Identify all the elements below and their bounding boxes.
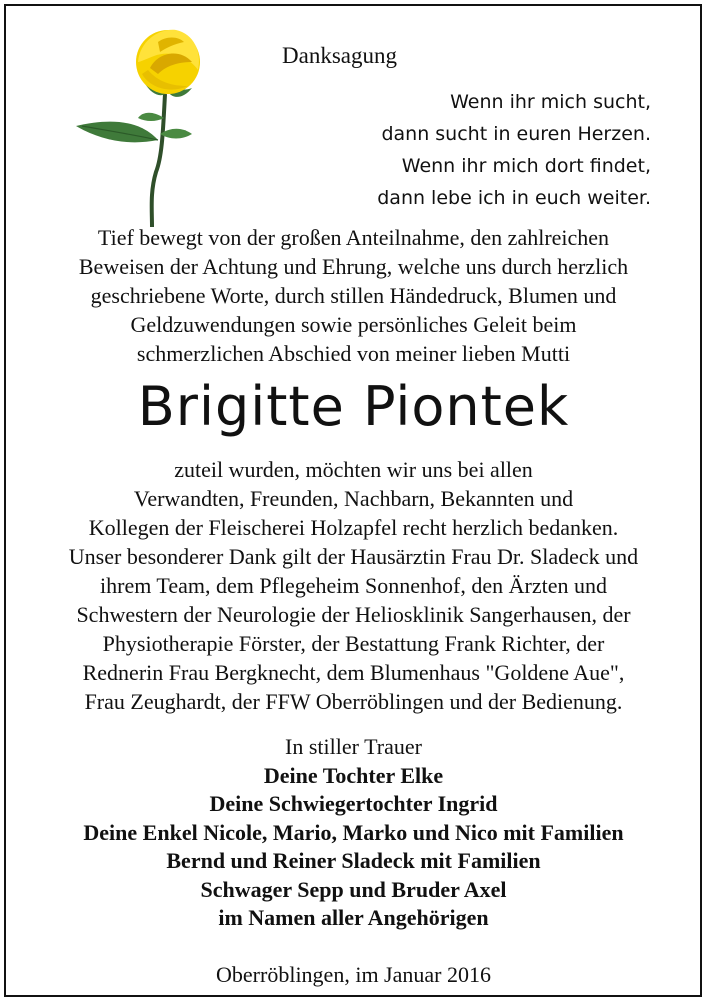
thanks-line: Unser besonderer Dank gilt der Hausärztin Frau Dr. Sladeck und (68, 544, 639, 569)
thanks-line: Schwestern der Neurologie der Heliosklinik Sangerhausen, der (76, 602, 631, 627)
thanks-line: Kollegen der Fleischerei Holzapfel recht herzlich bedanken. (88, 515, 619, 540)
intro-text (14, 223, 693, 368)
heading-danksagung: Danksagung (282, 43, 397, 68)
mourner-line: Schwager Sepp und Bruder Axel (200, 876, 507, 902)
poem-line: dann lebe ich in euch weiter. (377, 187, 651, 209)
mourning-intro: In stiller Trauer (285, 734, 422, 759)
intro-line: Geldzuwendungen sowie persönliches Geleit beim (130, 312, 577, 337)
mourner-line: im Namen aller Angehörigen (218, 905, 489, 930)
poem-line: Wenn ihr mich dort findet, (401, 155, 651, 177)
place-date: Oberröblingen, im Januar 2016 (216, 962, 491, 987)
poem-line: dann sucht in euren Herzen. (381, 123, 651, 145)
poem-line: Wenn ihr mich sucht, (450, 91, 651, 113)
intro-line: schmerzlichen Abschied von meiner lieben Mutti (136, 341, 571, 366)
intro-line: Tief bewegt von der großen Anteilnahme, den zahlreichen (97, 225, 610, 250)
intro-line: geschriebene Worte, durch stillen Händedruck, Blumen und (90, 283, 617, 308)
mourner-line: Deine Schwiegertochter Ingrid (209, 791, 498, 816)
thanks-text (14, 455, 693, 716)
thanks-line: Verwandten, Freunden, Nachbarn, Bekannten und (133, 486, 574, 511)
thanks-line: Physiotherapie Förster, der Bestattung Frank Richter, der (102, 631, 605, 656)
poem (291, 86, 651, 214)
intro-line: Beweisen der Achtung und Ehrung, welche uns durch herzlich (78, 254, 629, 279)
yellow-rose-icon (70, 22, 210, 227)
thanks-line: Frau Zeughardt, der FFW Oberröblingen und der Bedienung. (84, 689, 623, 714)
mourner-line: Deine Enkel Nicole, Mario, Marko und Nico mit Familien (83, 819, 624, 845)
mourner-line: Bernd und Reiner Sladeck mit Familien (166, 848, 541, 873)
mourner-line: Deine Tochter Elke (263, 762, 444, 788)
thanks-line: Rednerin Frau Bergknecht, dem Blumenhaus "Goldene Aue", (82, 660, 625, 685)
mourners-block (14, 733, 693, 933)
thanks-line: ihrem Team, dem Pflegeheim Sonnenhof, den Ärzten und (100, 573, 607, 598)
thanks-line: zuteil wurden, möchten wir uns bei allen (174, 457, 533, 482)
deceased-name: Brigitte Piontek (137, 375, 570, 438)
